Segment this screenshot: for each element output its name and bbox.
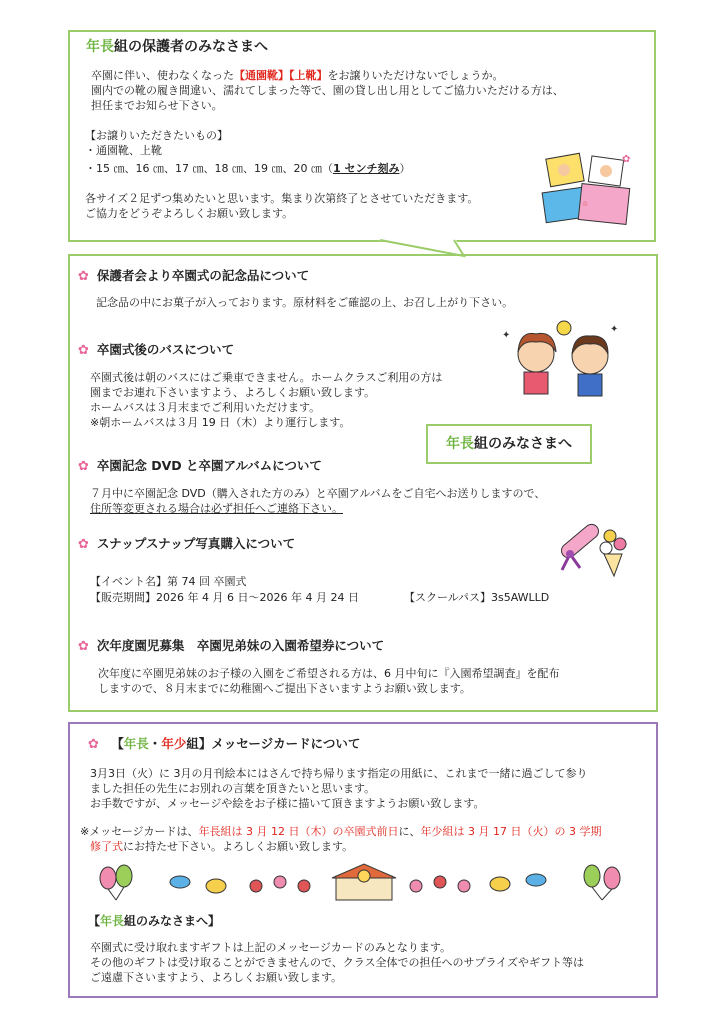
box1-body: 卒園に伴い、使わなくなった【通園靴】【上靴】をお譲りいただけないでしょうか。 園内での靴の履き間違い、濡れてしまった等で、園の貸し出し用としてご協力いただける方は、 担任までお知らせ下さい。 【お譲りいただきたいもの】 ・通園靴、上靴 ・15 ㎝、16 ㎝、17 ㎝、18 ㎝、19 ㎝、20 ㎝（1 センチ刻み） 各サイズ２足ずつ集めたいと思います。集まり次第終了とさせていただきます。 ご協力をどうぞよろしくお願い致します。 bbox=[85, 69, 564, 220]
photo-event-name: 【イベント名】第 74 回 卒園式 bbox=[90, 575, 247, 588]
svg-text:☆: ☆ bbox=[582, 200, 589, 208]
message-card-title: ✿ 【年長・年少組】メッセージカードについて bbox=[88, 736, 361, 752]
svg-text:✦: ✦ bbox=[502, 330, 511, 341]
flower-icon: ✿ bbox=[78, 269, 89, 284]
photo-album-illustration bbox=[538, 150, 634, 228]
flower-icon: ✿ bbox=[78, 343, 89, 358]
photo-school-pass: 【スクールパス】3s5AWLLD bbox=[404, 591, 550, 604]
label-senior-class: 年長組のみなさまへ bbox=[426, 424, 592, 464]
section-title-bus: ✿ 卒園式後のバスについて bbox=[78, 342, 235, 358]
decorative-garland bbox=[96, 862, 636, 902]
message-card-note: ※メッセージカードは、年長組は 3 月 12 日（木）の卒園式前日に、年少組は 3 月 17 日（火）の 3 学期 修了式にお持たせ下さい。よろしくお願い致します。 bbox=[80, 825, 602, 853]
gift-notice-body: 卒園式に受け取れますギフトは上記のメッセージカードのみとなります。 その他のギフトは受け取ることができませんので、クラス全体での担任へのサプライズやギフト等は ご遠慮下さいますよう、よろしくお願い致します。 bbox=[90, 941, 585, 984]
flower-icon: ✿ bbox=[78, 537, 89, 552]
section-title-dvd: ✿ 卒園記念 DVD と卒園アルバムについて bbox=[78, 458, 322, 474]
flower-icon: ✿ bbox=[88, 737, 99, 752]
section-title-souvenir: ✿ 保護者会より卒園式の記念品について bbox=[78, 268, 310, 284]
flower-icon: ✿ bbox=[78, 639, 89, 654]
svg-text:✦: ✦ bbox=[610, 324, 619, 335]
message-card-subtitle: 【年長組のみなさまへ】 bbox=[88, 914, 221, 928]
box1-title: 年長組の保護者のみなさまへ bbox=[86, 39, 268, 55]
section-title-enrollment: ✿ 次年度園児募集 卒園児弟妹の入園希望券について bbox=[78, 638, 385, 654]
section-text-bus: 卒園式後は朝のバスにはご乗車できません。ホームクラスご利用の方は 園までお連れ下さいますよう、よろしくお願い致します。 ホームバスは３月末までご利用いただけます。 ※朝ホームバスは３月 19 日（木）より運行します。 bbox=[90, 371, 443, 429]
message-card-body: 3月3日（火）に 3月の月刊絵本にはさんで持ち帰ります指定の用紙に、これまで一緒に過ごして参り ました担任の先生にお別れの言葉を頂きたいと思います。 お手数ですが、メッセージや絵をお子様に描いて頂きますようお願い致します。 bbox=[90, 767, 588, 810]
section-text-dvd: ７月中に卒園記念 DVD（購入された方のみ）と卒園アルバムをご自宅へお送りしますので、 住所等変更される場合は必ず担任へご連絡下さい。 bbox=[90, 487, 546, 515]
photo-sale-period: 【販売期間】2026 年 4 月 6 日～2026 年 4 月 24 日 bbox=[90, 591, 359, 604]
svg-text:✿: ✿ bbox=[622, 154, 631, 165]
diploma-bouquet-illustration bbox=[548, 514, 638, 584]
section-text-enrollment: 次年度に卒園児弟妹のお子様の入園をご希望される方は、6 月中旬に『入園希望調査』を配布 しますので、８月末までに幼稚園へご提出下さいますようお願い致します。 bbox=[98, 667, 560, 695]
section-title-photo: ✿ スナップスナップ写真購入について bbox=[78, 536, 296, 552]
children-illustration bbox=[498, 318, 628, 408]
section-text-souvenir: 記念品の中にお菓子が入っております。原材料をご確認の上、お召し上がり下さい。 bbox=[96, 296, 514, 309]
flower-icon: ✿ bbox=[78, 459, 89, 474]
